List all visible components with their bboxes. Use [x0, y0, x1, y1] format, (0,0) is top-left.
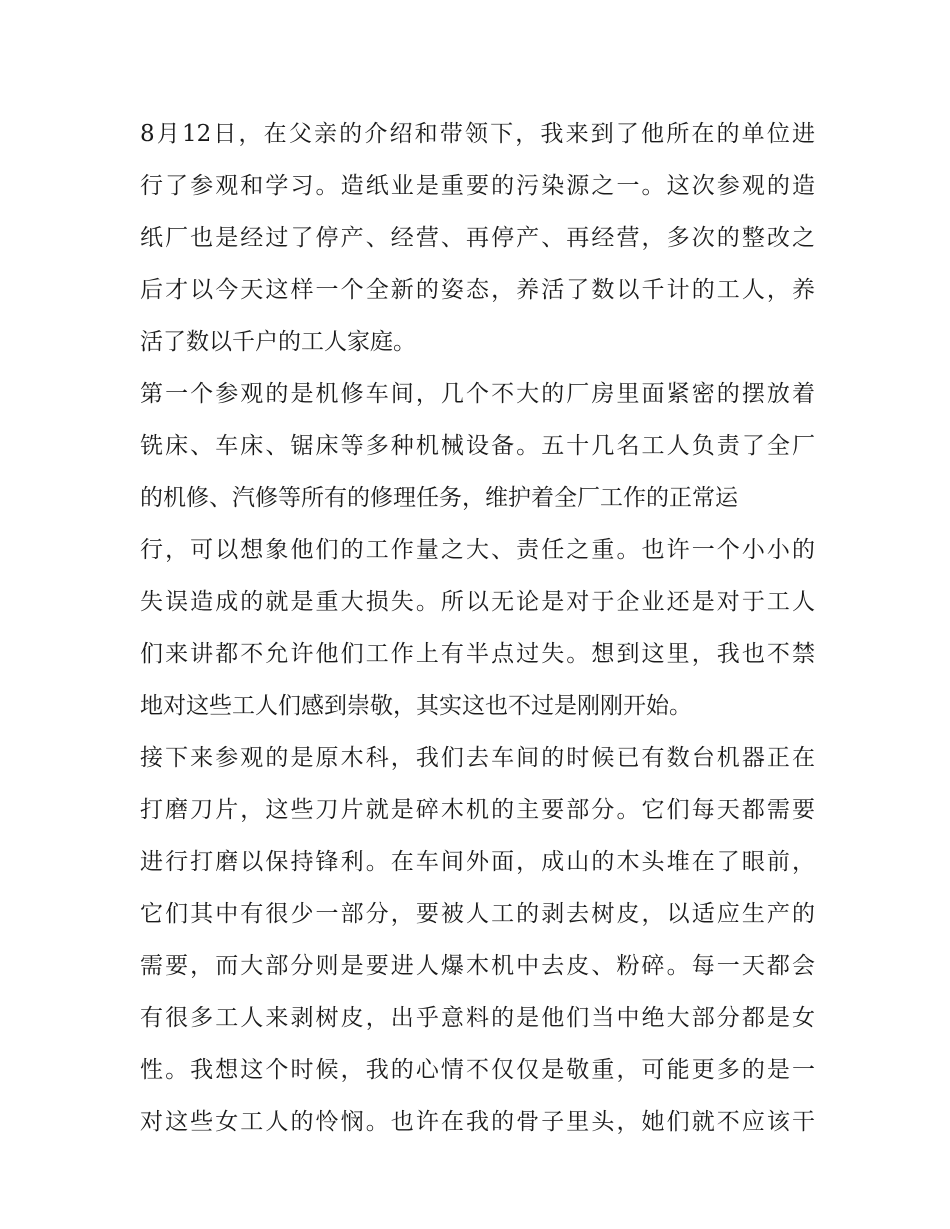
text-line: 地对这些工人们感到崇敬，其实这也不过是刚刚开始。 — [140, 693, 692, 719]
text-line: 行，可以想象他们的工作量之大、责任之重。也许一个小小的 — [140, 537, 815, 563]
text-line: 纸厂也是经过了停产、经营、再停产、再经营，多次的整改之 — [140, 225, 815, 251]
paragraph — [140, 108, 815, 368]
text-line: 铣床、车床、锯床等多种机械设备。五十几名工人负责了全厂 — [140, 433, 815, 459]
text-line: 后才以今天这样一个全新的姿态，养活了数以千计的工人，养 — [140, 277, 815, 303]
text-line: 8月12日，在父亲的介绍和带领下，我来到了他所在的单位进 — [140, 121, 815, 147]
text-line: 进行打磨以保持锋利。在车间外面，成山的木头堆在了眼前， — [140, 849, 815, 875]
text-line: 活了数以千户的工人家庭。 — [140, 329, 416, 355]
text-line: 打磨刀片，这些刀片就是碎木机的主要部分。它们每天都需要 — [140, 797, 815, 823]
text-line: 的机修、汽修等所有的修理任务，维护着全厂工作的正常运 — [140, 485, 738, 511]
text-line: 它们其中有很少一部分，要被人工的剥去树皮，以适应生产的 — [140, 901, 815, 927]
text-line: 有很多工人来剥树皮，出乎意料的是他们当中绝大部分都是女 — [140, 1005, 815, 1031]
text-line: 们来讲都不允许他们工作上有半点过失。想到这里，我也不禁 — [140, 641, 815, 667]
text-line: 第一个参观的是机修车间，几个不大的厂房里面紧密的摆放着 — [140, 381, 815, 407]
text-line: 需要，而大部分则是要进人爆木机中去皮、粉碎。每一天都会 — [140, 953, 815, 979]
text-line: 接下来参观的是原木科，我们去车间的时候已有数台机器正在 — [140, 745, 815, 771]
text-line: 行了参观和学习。造纸业是重要的污染源之一。这次参观的造 — [140, 173, 815, 199]
text-line: 对这些女工人的怜悯。也许在我的骨子里头，她们就不应该干 — [140, 1109, 815, 1135]
paragraph — [140, 368, 815, 732]
paragraph — [140, 732, 815, 1148]
text-line: 性。我想这个时候，我的心情不仅仅是敬重，可能更多的是一 — [140, 1057, 815, 1083]
text-line: 失误造成的就是重大损失。所以无论是对于企业还是对于工人 — [140, 589, 815, 615]
document-body — [140, 108, 815, 1148]
